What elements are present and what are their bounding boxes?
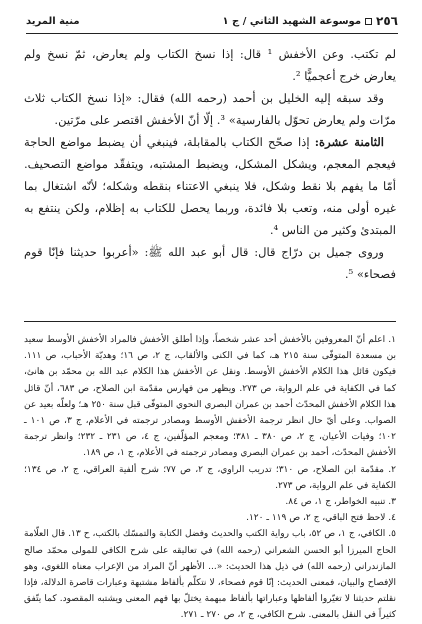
page-number: ٢٥٦	[376, 14, 398, 28]
page-header	[26, 12, 398, 30]
footnote-5: ٥. الكافي، ج ١، ص ٥٢، باب رواية الكتب والحديث وفضل الكتابة والتمسّك بالكتب، ح ١٣. قال العلّامة الحاج الميرزا أبو الحسن الشعراني (رحمه الله) في تعاليقه على شرح الكافي للمولى محمّد صالح المازندراني (رحمه الله) في ذيل هذا الحديث: «... الأظهر أنّ المراد من الإعراب معناه اللغوي، وهو الإفصاح والبيان، فمعنى الحديث: إنّا قوم فصحاء، لا نتكلّم بألفاظ مشتبهة وعبارات قاصرة الدلالة، فإذا نقلتم حديثنا لا تغيّروا ألفاظها وعباراتها بألفاظ مبهمة يختلّ بها فهم المعنى ويشتبه المقصود. كما يتّفق كثيراً في النقل بالمعنى. شرح الكافي، ج ٢، ص ٢٧٠ ـ ٢٧١.	[24, 529, 396, 621]
square-separator-icon	[365, 18, 372, 25]
paragraph-3-text: إذا صحّح الكتاب بالمقابلة، فينبغي أن يضبط مواضع الحاجة فيعجم المعجم، ويشكل المشكل، ويضبط المشتبه، ويتفقّد مواضع التصحيف. أمّا ما يفهم بلا نقط وشكل، فلا ينبغي الاعتناء بنقطه وشكله؛ لأنّه اشتغال بما غيره أولى منه، وتعب بلا فائدة، وربما يحصل للكتاب به إظلام، ولكن ينتفع به المبتدئ وكثير من الناس ⁴.	[24, 135, 396, 237]
footnote-4: ٤. لاحظ فتح الباقي، ج ٢، ص ١١٩ ـ ١٢٠.	[246, 513, 396, 524]
footnote-1: ١. اعلم أنّ المعروفين بالأخفش أحد عشر شخصاً، وإذا أطلق الأخفش فالمراد الأخفش الأوسط سعيد بن مسعدة المتوفّى سنة ٢١٥ هـ، كما في الكنى والألقاب، ج ٢، ص ١٦؛ وهديّة الأحباب، ص ١١١. فيكون قائل هذا الكلام الأخفش الأوسط. ونقل عن الأخفش هذا الكلام عبد الله بن محمّد بن هانئ، كما في الكفاية في علم الرواية، ص ٢٧٣. ويظهر من فهارس مقدّمة ابن الصلاح، ص ٦٨٣، أنّ قائل هذا الكلام الأخفش المحدّث أحمد بن عمران البصري النحوي المتوفّى قبل سنة ٢٥٠ هـ؛ ولعلّه بعيد عن الصواب. وعلى أيّ حال انظر ترجمة الأخفش الأوسط ومصادر ترجمته في الأعلام، ج ٣، ص ١٠١ ـ ١٠٢؛ وفيات الأعيان، ج ٢، ص ٣٨٠ ـ ٣٨١؛ ومعجم المؤلّفين، ج ٤، ص ٢٣١ ـ ٢٣٢؛ وانظر ترجمة الأخفش المحدّث، أحمد بن عمران البصري ومصادر ترجمته في الأعلام، ج ١، ص ١٨٩.	[24, 335, 397, 459]
footnote-3: ٣. تنبيه الخواطر، ج ١، ص ٨٤.	[285, 497, 396, 508]
paragraph-1: لم تكتب. وعن الأخفش ¹ قال: إذا نسخ الكتاب ولم يعارض، ثمّ نسخ ولم يعارض خرج أعجميًّا ².	[24, 47, 397, 83]
header-rule	[26, 33, 398, 34]
footnote-2: ٢. مقدّمة ابن الصلاح، ص ٣١٠؛ تدريب الراوي، ج ٢، ص ٧٧؛ شرح ألفية العراقي، ج ٢، ص ١٣٤؛ الكفاية في علم الرواية، ص ٢٧٣.	[24, 464, 396, 491]
footnote-separator	[24, 321, 396, 322]
paragraph-3	[24, 131, 396, 241]
main-text	[24, 43, 396, 285]
series-title: موسوعة الشهيد الثاني / ج ١	[222, 15, 362, 27]
footnotes	[24, 332, 396, 624]
section-heading: الثامنة عشرة:	[314, 135, 384, 149]
paragraph-4: وروى جميل بن درّاج قال: قال أبو عبد الله ﷺ: «أعربوا حديثنا فإنّا قوم فصحاء» ⁵.	[24, 245, 396, 281]
paragraph-2: وقد سبقه إليه الخليل بن أحمد (رحمه الله) فقال: «إذا نسخ الكتاب ثلاث مرّات ولم يعارض تحوّل بالفارسية» ³. إلّا أنّ الأخفش اقتصر على مرّتين.	[24, 91, 396, 127]
book-title: منية المريد	[26, 15, 80, 27]
running-head	[222, 14, 398, 28]
